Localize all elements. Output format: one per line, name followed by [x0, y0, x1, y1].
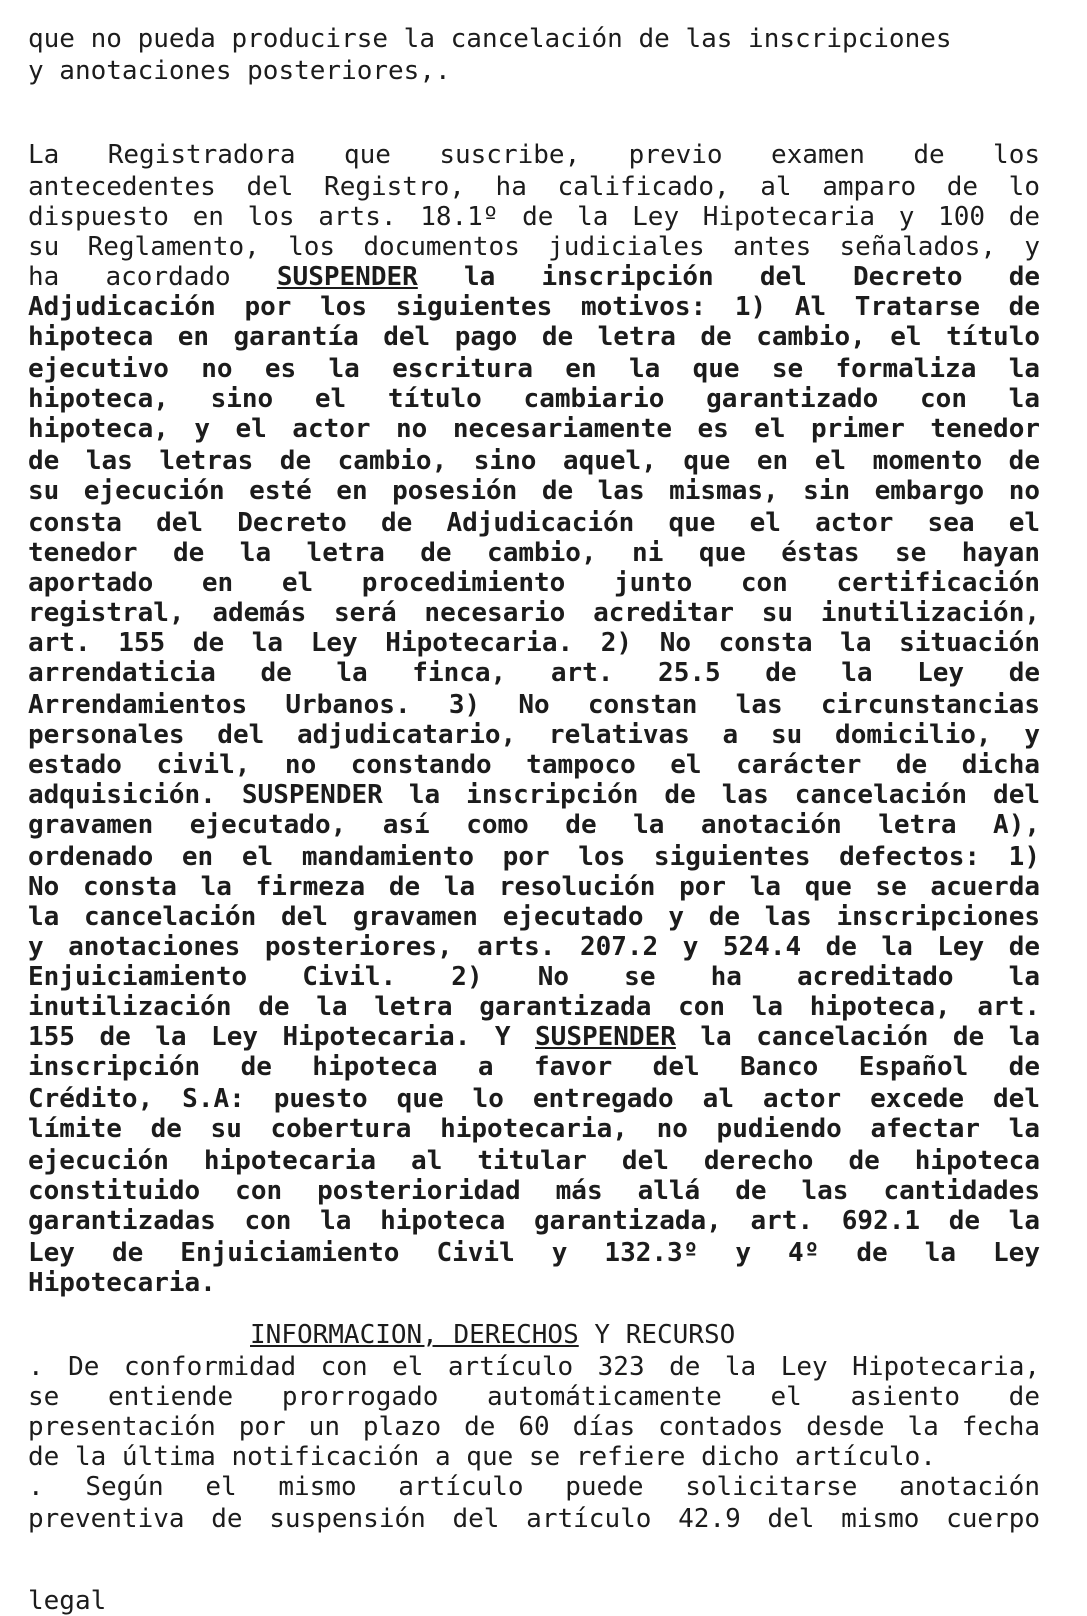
intro-line-2: y anotaciones posteriores,.	[28, 56, 451, 86]
intro-line-1: que no pueda producirse la cancelación de las inscripciones	[28, 24, 952, 54]
section-line-7: legal	[28, 1586, 107, 1616]
body-line-9: hipoteca, sino el título cambiario garantizado con la	[28, 384, 1040, 414]
body-line-2: antecedentes del Registro, ha calificado, al amparo de lo	[28, 172, 1040, 202]
body-line-7: hipoteca en garantía del pago de letra de cambio, el título	[28, 322, 1040, 352]
body-line-18: arrendaticia de la finca, art. 25.5 de la Ley de	[28, 658, 1040, 688]
body-line-33: límite de su cobertura hipotecaria, no pudiendo afectar la	[28, 1114, 1040, 1144]
section-line-4: de la última notificación a que se refiere dicho artículo.	[28, 1442, 936, 1472]
body-line-24: ordenado en el mandamiento por los siguientes defectos: 1)	[28, 842, 1040, 872]
body-line-31: inscripción de hipoteca a favor del Banco Español de	[28, 1052, 1040, 1082]
suspender-emphasis: SUSPENDER	[535, 1022, 676, 1052]
text-span: la inscripción del Decreto de	[463, 262, 1041, 292]
body-line-32: Crédito, S.A: puesto que lo entregado al actor excede del	[28, 1084, 1040, 1114]
body-line-11: de las letras de cambio, sino aquel, que en el momento de	[28, 446, 1040, 476]
body-line-10: hipoteca, y el actor no necesariamente es el primer tenedor	[28, 414, 1040, 444]
body-line-30	[28, 1022, 1040, 1052]
body-line-29: inutilización de la letra garantizada con la hipoteca, art.	[28, 992, 1040, 1022]
body-line-25: No consta la firmeza de la resolución por la que se acuerda	[28, 872, 1040, 902]
body-line-13: consta del Decreto de Adjudicación que el actor sea el	[28, 508, 1040, 538]
body-line-21: estado civil, no constando tampoco el carácter de dicha	[28, 750, 1040, 780]
body-line-19: Arrendamientos Urbanos. 3) No constan las circunstancias	[28, 690, 1040, 720]
body-line-15: aportado en el procedimiento junto con certificación	[28, 568, 1040, 598]
section-line-2: se entiende prorrogado automáticamente el asiento de	[28, 1382, 1040, 1412]
body-line-3: dispuesto en los arts. 18.1º de la Ley Hipotecaria y 100 de	[28, 202, 1040, 232]
body-line-23: gravamen ejecutado, así como de la anotación letra A),	[28, 810, 1040, 840]
body-line-16: registral, además será necesario acreditar su inutilización,	[28, 598, 1040, 628]
text-span: la cancelación de la	[700, 1022, 1040, 1052]
text-span: 155 de la Ley Hipotecaria. Y	[28, 1022, 511, 1052]
section-line-3: presentación por un plazo de 60 días contados desde la fecha	[28, 1412, 1040, 1442]
body-line-38: Hipotecaria.	[28, 1268, 216, 1298]
heading-rest: Y RECURSO	[594, 1320, 736, 1350]
section-line-6: preventiva de suspensión del artículo 42.9 del mismo cuerpo	[28, 1504, 1040, 1534]
body-line-36: garantizadas con la hipoteca garantizada, art. 692.1 de la	[28, 1206, 1040, 1236]
body-line-26: la cancelación del gravamen ejecutado y de las inscripciones	[28, 902, 1040, 932]
body-line-8: ejecutivo no es la escritura en la que se formaliza la	[28, 354, 1040, 384]
section-line-5: . Según el mismo artículo puede solicitarse anotación	[28, 1472, 1040, 1502]
section-line-1: . De conformidad con el artículo 323 de la Ley Hipotecaria,	[28, 1352, 1040, 1382]
body-line-22: adquisición. SUSPENDER la inscripción de las cancelación del	[28, 780, 1040, 810]
body-line-35: constituido con posterioridad más allá de las cantidades	[28, 1176, 1040, 1206]
body-line-12: su ejecución esté en posesión de las mismas, sin embargo no	[28, 476, 1040, 506]
body-line-1: La Registradora que suscribe, previo examen de los	[28, 140, 1040, 170]
suspender-emphasis: SUSPENDER	[276, 262, 418, 292]
body-line-14: tenedor de la letra de cambio, ni que éstas se hayan	[28, 538, 1040, 568]
body-line-28: Enjuiciamiento Civil. 2) No se ha acreditado la	[28, 962, 1040, 992]
body-line-34: ejecución hipotecaria al titular del derecho de hipoteca	[28, 1146, 1040, 1176]
heading-underlined: INFORMACION, DERECHOS	[250, 1320, 579, 1350]
body-line-20: personales del adjudicatario, relativas a su domicilio, y	[28, 720, 1040, 750]
body-line-37: Ley de Enjuiciamiento Civil y 132.3º y 4º de la Ley	[28, 1238, 1040, 1268]
text-span: ha acordado	[28, 262, 231, 292]
body-line-6: Adjudicación por los siguientes motivos: 1) Al Tratarse de	[28, 292, 1040, 322]
body-line-27: y anotaciones posteriores, arts. 207.2 y 524.4 de la Ley de	[28, 932, 1040, 962]
body-line-17: art. 155 de la Ley Hipotecaria. 2) No consta la situación	[28, 628, 1040, 658]
body-line-5	[28, 262, 1040, 292]
body-line-4: su Reglamento, los documentos judiciales antes señalados, y	[28, 232, 1040, 262]
